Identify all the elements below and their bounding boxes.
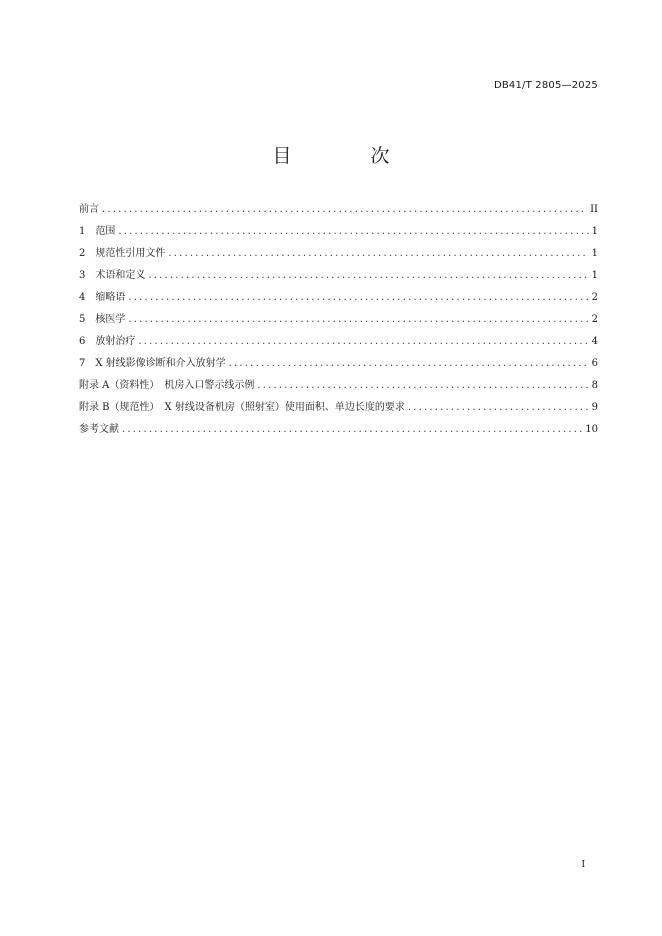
standard-code: DB41/T 2805—2025: [493, 80, 598, 91]
toc-entry-appendix-b[interactable]: [79, 398, 598, 420]
toc-entry-foreword[interactable]: [79, 200, 598, 222]
toc-entry-page: 10: [585, 424, 598, 435]
toc-entry-label: 7 X 射线影像诊断和介入放射学: [79, 358, 226, 369]
toc-entry-page: 1: [591, 270, 598, 281]
toc-entry-page: 6: [591, 358, 598, 369]
toc-entry-nuclear-medicine[interactable]: [79, 310, 598, 332]
toc-entry-label: 4 缩略语: [79, 292, 126, 303]
toc-entry-abbreviations[interactable]: [79, 288, 598, 310]
toc-entry-label: 1 范围: [79, 226, 116, 237]
toc-leader-dots: [128, 314, 588, 325]
toc-entry-label: 前言: [79, 204, 99, 215]
toc-leader-dots: [138, 336, 588, 347]
toc-entry-page: II: [590, 204, 598, 215]
toc-entry-radiotherapy[interactable]: [79, 332, 598, 354]
toc-entry-page: 2: [591, 292, 598, 303]
toc-leader-dots: [229, 358, 589, 369]
toc-entry-label: 5 核医学: [79, 314, 126, 325]
toc-entry-appendix-a[interactable]: [79, 376, 598, 398]
table-of-contents: [79, 200, 598, 442]
page-number: I: [581, 860, 585, 870]
toc-leader-dots: [128, 292, 588, 303]
toc-leader-dots: [408, 402, 589, 413]
toc-entry-label: 6 放射治疗: [79, 336, 136, 347]
toc-entry-label: 参考文献: [79, 424, 119, 435]
toc-entry-normative-references[interactable]: [79, 244, 598, 266]
toc-entry-scope[interactable]: [79, 222, 598, 244]
toc-entry-label: 2 规范性引用文件: [79, 248, 166, 259]
toc-entry-page: 8: [591, 380, 598, 391]
page-title: 目 次: [272, 145, 420, 167]
toc-entry-label: 附录 A（资料性） 机房入口警示线示例: [79, 380, 255, 391]
toc-entry-terms-definitions[interactable]: [79, 266, 598, 288]
toc-entry-label: 3 术语和定义: [79, 270, 146, 281]
toc-entry-page: 1: [591, 226, 598, 237]
toc-entry-page: 1: [591, 248, 598, 259]
toc-leader-dots: [118, 226, 588, 237]
toc-entry-page: 9: [591, 402, 598, 413]
toc-leader-dots: [122, 424, 582, 435]
toc-entry-label: 附录 B（规范性） X 射线设备机房（照射室）使用面积、单边长度的要求: [79, 402, 405, 413]
toc-leader-dots: [257, 380, 588, 391]
toc-entry-page: 2: [591, 314, 598, 325]
toc-entry-page: 4: [591, 336, 598, 347]
toc-leader-dots: [168, 248, 588, 259]
toc-entry-bibliography[interactable]: [79, 420, 598, 442]
toc-entry-xray-imaging[interactable]: [79, 354, 598, 376]
toc-leader-dots: [148, 270, 588, 281]
toc-leader-dots: [102, 204, 587, 215]
